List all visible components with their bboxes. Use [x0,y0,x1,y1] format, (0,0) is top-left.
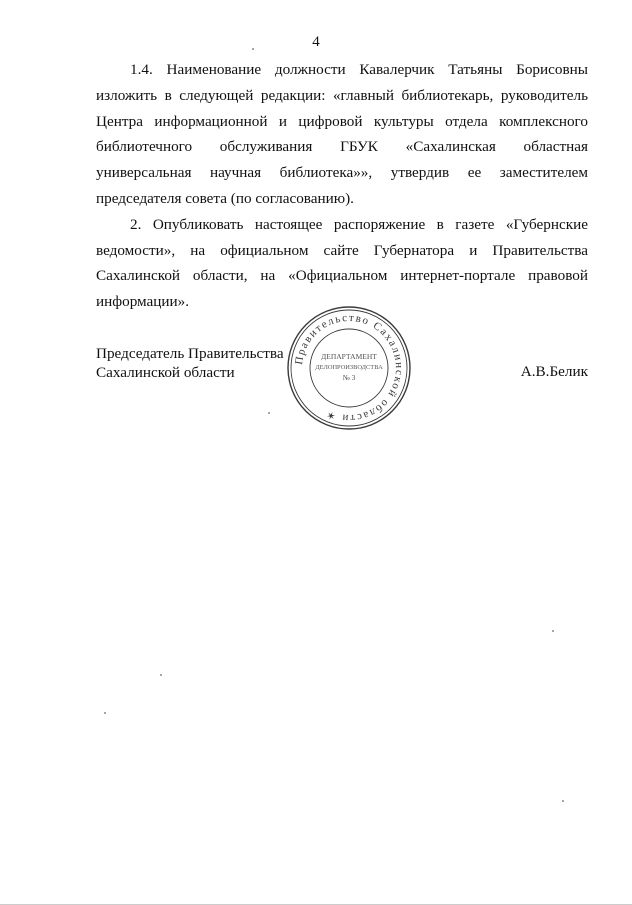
scan-speck [104,712,106,714]
svg-text:Правительство Сахалинской обла: Правительство Сахалинской области ✶ [292,311,406,425]
scan-speck [552,630,554,632]
svg-text:№ 3: № 3 [342,373,356,382]
page-number: 4 [312,34,320,50]
paragraph-2: 2. Опубликовать настоящее распоряжение в газете «Губернские ведомости», на официальном сайте Губернатора и Правительства Сахалинской области, на «Официальном интернет-портале правовой информации». [96,215,588,311]
scan-speck [562,800,564,802]
svg-text:ДЕЛОПРОИЗВОДСТВА: ДЕЛОПРОИЗВОДСТВА [315,364,383,371]
signatory-title-line-1: Председатель Правительства [96,345,284,362]
document-body [96,57,588,315]
signatory-title [96,344,284,382]
paragraph-1-4: 1.4. Наименование должности Кавалерчик Татьяны Борисовны изложить в следующей редакции: «главный библиотекарь, руководитель Центра информационной и цифровой культуры отдела комплексного библиотечного обслуживания ГБУК «Сахалинская областная универсальная научная библиотека»», утвердив ее заместителем председателя совета (по согласованию). [96,61,588,207]
scan-speck [252,48,254,50]
official-seal [286,305,412,431]
svg-text:ДЕПАРТАМЕНТ: ДЕПАРТАМЕНТ [321,352,377,361]
signatory-title-line-2: Сахалинской области [96,364,235,381]
signatory-name: А.В.Белик [520,363,588,380]
seal-stamp-icon [286,305,412,431]
scan-speck [268,412,270,414]
scan-speck [160,674,162,676]
